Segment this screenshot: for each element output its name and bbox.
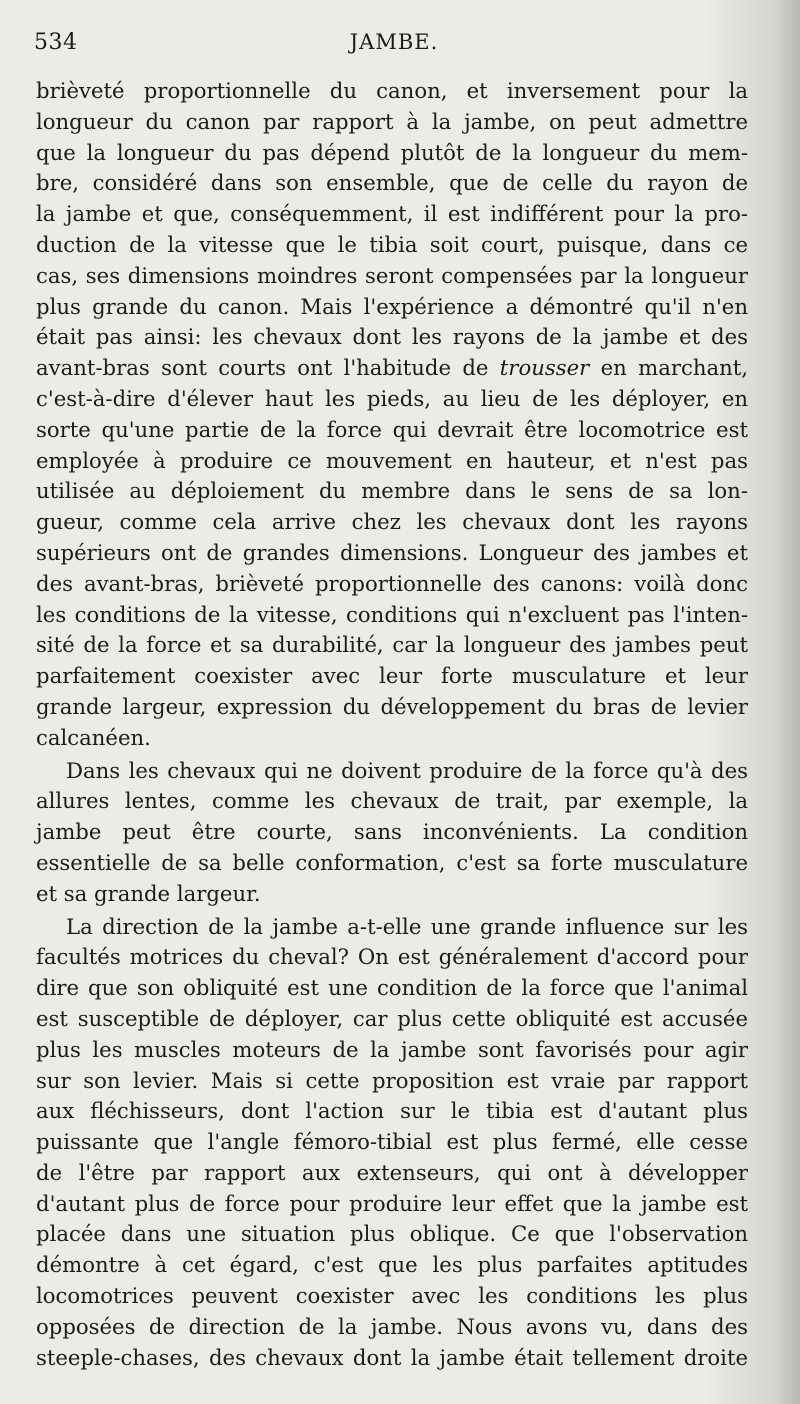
text-line: sorte qu'une partie de la force qui devrait être locomotrice est [36, 416, 748, 442]
text-line: c'est-à-dire d'élever haut les pieds, au lieu de les déployer, en [36, 385, 748, 411]
body-text [36, 76, 748, 1373]
running-head [34, 30, 754, 64]
text-line: est susceptible de déployer, car plus cette obliquité est accusée [36, 1005, 748, 1031]
text-line: puissante que l'angle fémoro-tibial est plus fermé, elle cesse [36, 1129, 748, 1155]
text-line: la jambe et que, conséquemment, il est indifférent pour la pro- [36, 201, 748, 227]
text-line: jambe peut être courte, sans inconvénients. La condition [36, 819, 748, 845]
text-line: longueur du canon par rapport à la jambe, on peut admettre [36, 108, 748, 134]
text-line: utilisée au déploiement du membre dans le sens de sa lon- [36, 478, 748, 504]
text-line: locomotrices peuvent coexister avec les conditions les plus [36, 1283, 748, 1309]
text-line: duction de la vitesse que le tibia soit court, puisque, dans ce [36, 231, 748, 257]
text-line: gueur, comme cela arrive chez les chevaux dont les rayons [36, 509, 748, 535]
text-line: La direction de la jambe a-t-elle une grande influence sur les [66, 913, 748, 939]
text-line: sité de la force et sa durabilité, car la longueur des jambes peut [36, 632, 748, 658]
text-line: grande largeur, expression du développement du bras de levier [36, 693, 748, 719]
text-line-with-italic: avant-bras sont courts ont l'habitude de trousser en marchant, [36, 355, 748, 381]
paragraph-2 [36, 756, 748, 910]
text-line: brièveté proportionnelle du canon, et inversement pour la [36, 78, 748, 103]
text-line: Dans les chevaux qui ne doivent produire de la force qu'à des [66, 757, 748, 783]
page-number: 534 [34, 30, 78, 55]
text-line: bre, considéré dans son ensemble, que de celle du rayon de [36, 170, 748, 196]
text-line: sur son levier. Mais si cette proposition est vraie par rapport [36, 1067, 748, 1093]
text-line: aux fléchisseurs, dont l'action sur le tibia est d'autant plus [36, 1098, 748, 1124]
text-line: opposées de direction de la jambe. Nous avons vu, dans des [36, 1313, 748, 1339]
text-line: des avant-bras, brièveté proportionnelle des canons: voilà donc [36, 570, 748, 596]
text-line: parfaitement coexister avec leur forte musculature et leur [36, 663, 748, 689]
text-line: essentielle de sa belle conformation, c'est sa forte musculature [36, 849, 748, 875]
paragraph-3 [36, 912, 748, 1374]
text-line: de l'être par rapport aux extenseurs, qui ont à développer [36, 1159, 748, 1185]
text-line: les conditions de la vitesse, conditions qui n'excluent pas l'inten- [36, 601, 748, 627]
text-line: plus les muscles moteurs de la jambe sont favorisés pour agir [36, 1036, 748, 1062]
text-line: allures lentes, comme les chevaux de trait, par exemple, la [36, 788, 748, 814]
text-line: supérieurs ont de grandes dimensions. Longueur des jambes et [36, 539, 748, 565]
text-line: cas, ses dimensions moindres seront compensées par la longueur [36, 262, 748, 288]
running-title: JAMBE. [349, 30, 439, 54]
text-line: démontre à cet égard, c'est que les plus parfaites aptitudes [36, 1252, 748, 1278]
italic-term: trousser [499, 355, 590, 381]
text-line: et sa grande largeur. [36, 880, 261, 906]
text-line: placée dans une situation plus oblique. Ce que l'observation [36, 1221, 748, 1247]
text-line: facultés motrices du cheval? On est généralement d'accord pour [36, 944, 748, 970]
text-line: steeple-chases, des chevaux dont la jambe était tellement droite [36, 1344, 748, 1370]
text-line: d'autant plus de force pour produire leur effet que la jambe est [36, 1190, 748, 1216]
text-line: plus grande du canon. Mais l'expérience a démontré qu'il n'en [36, 293, 748, 319]
text-line: employée à produire ce mouvement en hauteur, et n'est pas [36, 447, 748, 473]
text-line: était pas ainsi: les chevaux dont les rayons de la jambe et des [36, 324, 748, 350]
text-line: dire que son obliquité est une condition de la force que l'animal [36, 975, 748, 1001]
paragraph-1 [36, 76, 748, 754]
text-line: que la longueur du pas dépend plutôt de la longueur du mem- [36, 139, 748, 165]
text-line: calcanéen. [36, 724, 151, 750]
